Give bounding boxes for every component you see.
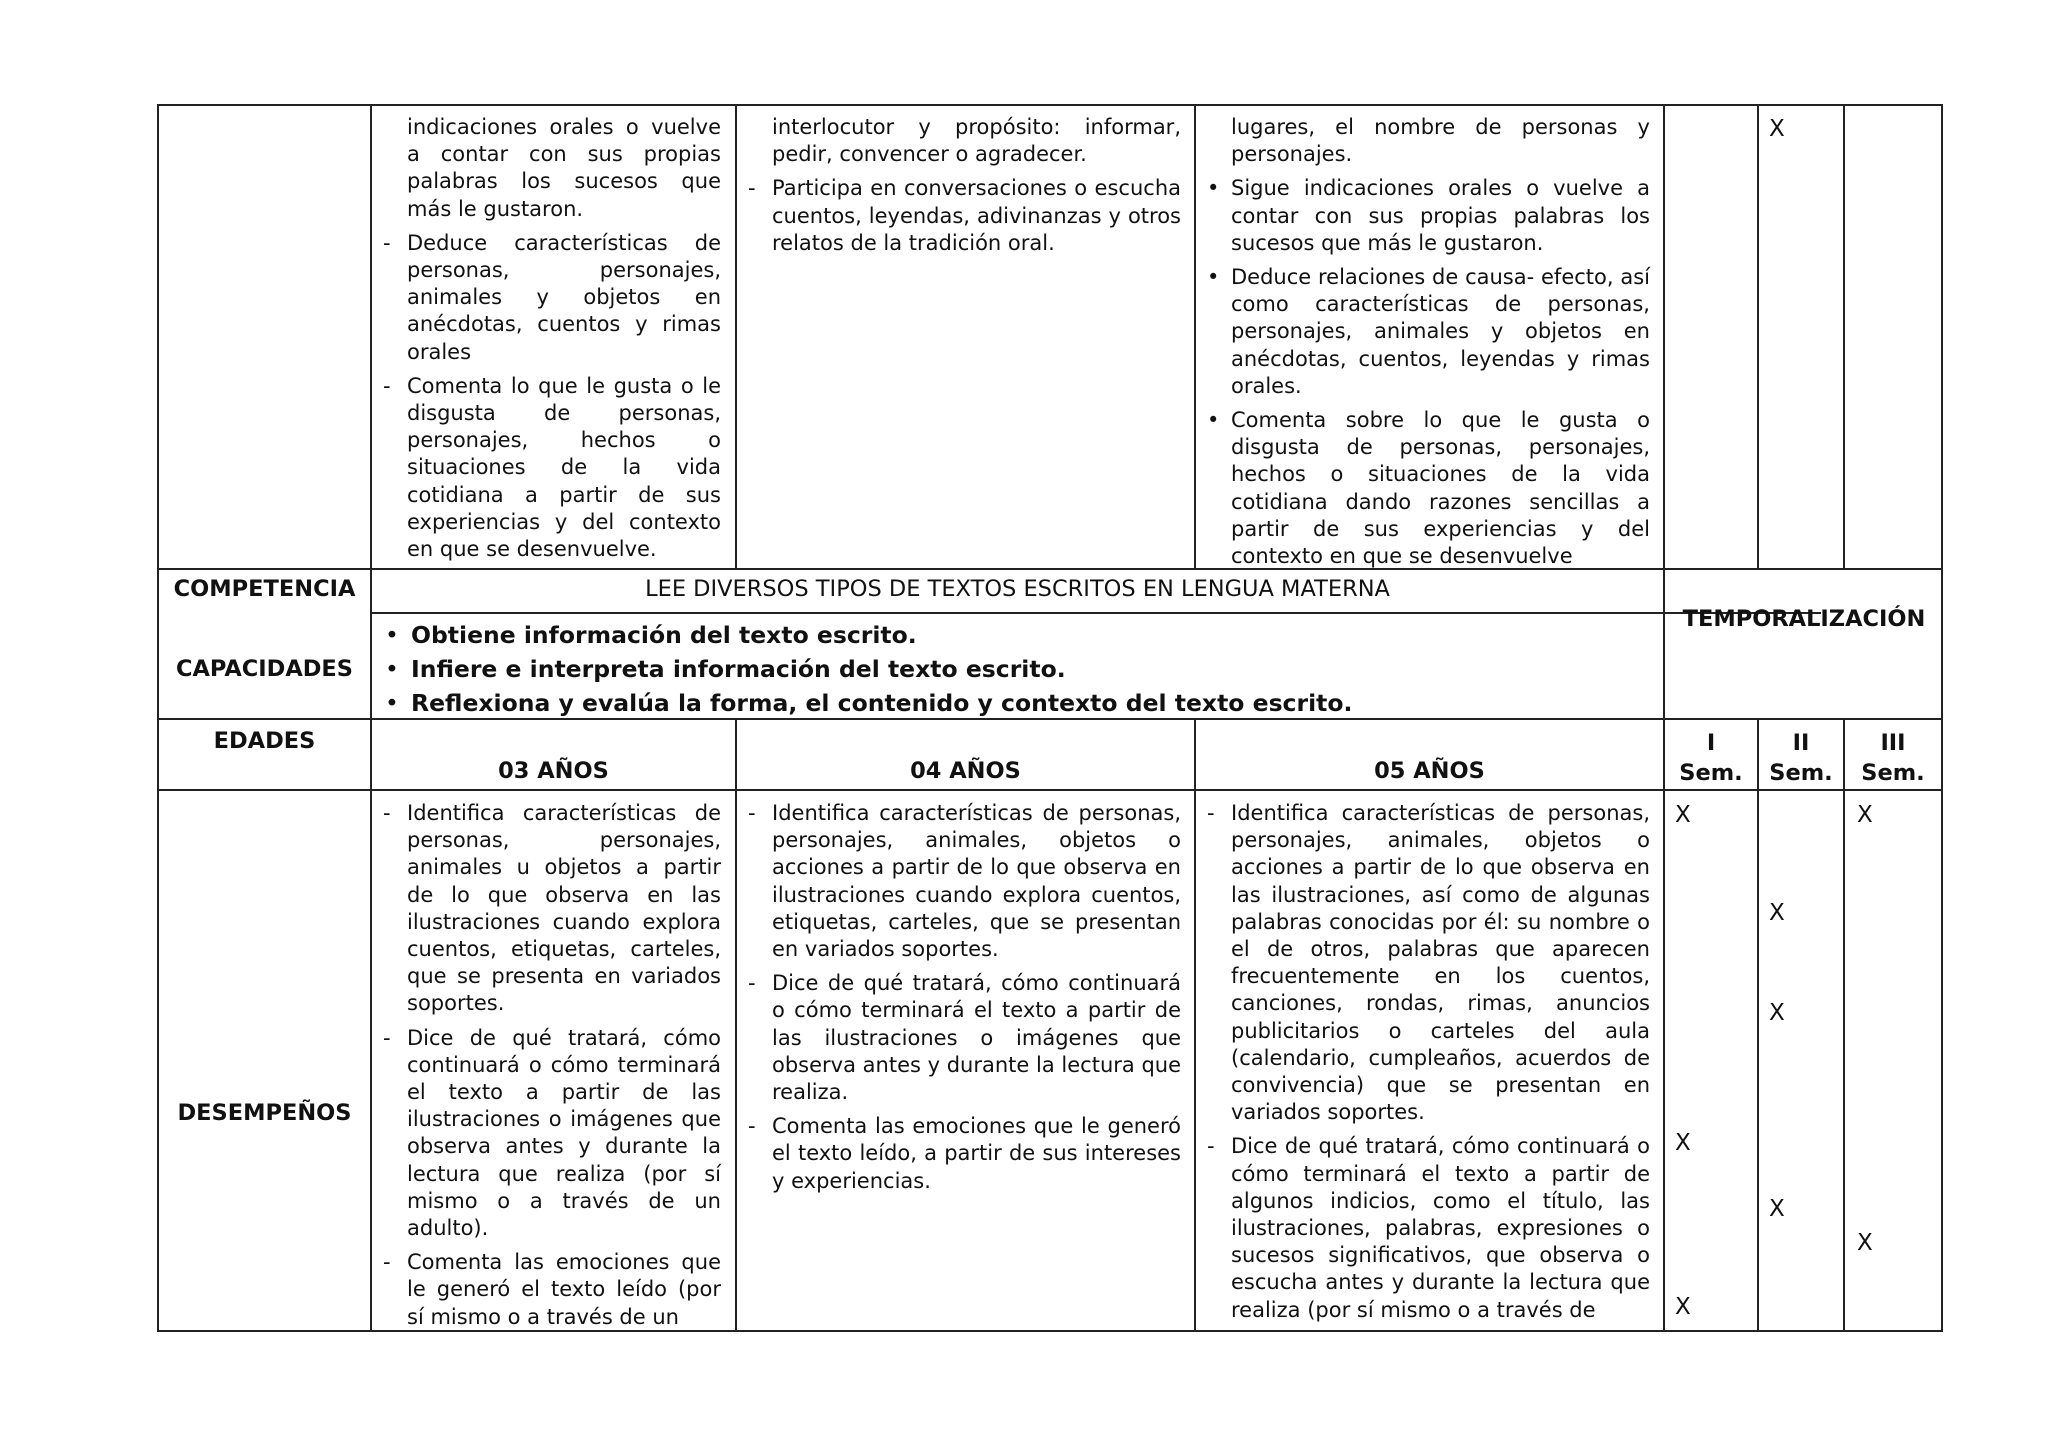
list-item bbox=[1207, 114, 1650, 168]
sem-roman: II bbox=[1792, 730, 1810, 756]
capacidades-list bbox=[385, 618, 1655, 720]
capacidad-text: Obtiene información del texto escrito. bbox=[411, 621, 917, 649]
list-item bbox=[383, 1249, 721, 1331]
list-item bbox=[383, 114, 721, 223]
rule-col3b bbox=[1194, 718, 1196, 1332]
list-marker: • bbox=[1207, 265, 1220, 290]
list-marker: - bbox=[748, 801, 756, 825]
list-item-text: Comenta las emociones que le generó el texto leído (por sí mismo o a través de un bbox=[407, 1250, 721, 1329]
list-item bbox=[383, 800, 721, 1018]
list-item bbox=[383, 1025, 721, 1243]
list-item bbox=[748, 114, 1181, 168]
capacidad-text: Reflexiona y evalúa la forma, el contenido y contexto del texto escrito. bbox=[411, 689, 1353, 717]
list-item-text: Comenta las emociones que le generó el texto leído, a partir de sus intereses y experiencias. bbox=[772, 1114, 1181, 1193]
capacidad-item bbox=[385, 618, 1655, 652]
sem3-mark: X bbox=[1857, 1230, 1873, 1256]
desempenos-col03-cell bbox=[383, 800, 721, 1338]
list-item-text: Identifica características de personas, personajes, animales u objetos a partir de lo que observa en las ilustraciones cuando explora cuentos, etiquetas, carteles, que se presenta en variados soportes. bbox=[407, 801, 721, 1016]
list-marker: - bbox=[748, 971, 756, 996]
list-marker: - bbox=[1207, 1134, 1215, 1159]
bullet-icon: • bbox=[385, 655, 399, 683]
list-item-text: Identifica características de personas, personajes, animales, objetos o acciones a partir de lo que observa en ilustraciones cuando explora cuentos, etiquetas, carteles, que se presentan en variados soportes. bbox=[772, 801, 1181, 962]
age-04-label: 04 AÑOS bbox=[910, 758, 1021, 784]
list-item bbox=[748, 800, 1181, 963]
list-item-text: Dice de qué tratará, cómo continuará o cómo terminará el texto a partir de algunos indicios, como el título, las ilustraciones, palabras, expresiones o sucesos significativos, que observa o escucha antes y durante la lectura que realiza (por sí mismo o a través de bbox=[1231, 1134, 1650, 1322]
list-item-text: lugares, el nombre de personas y personajes. bbox=[1231, 115, 1650, 167]
rule-col6b bbox=[1843, 718, 1845, 1332]
capacidades-label: CAPACIDADES bbox=[176, 656, 353, 682]
desempenos-col05-cell bbox=[1207, 800, 1650, 1328]
list-item-text: Comenta sobre lo que le gusta o disgusta de personas, personajes, hechos o situaciones de la vida cotidiana dando razones sencillas a partir de sus experiencias y del contexto en que se desenvuelve bbox=[1231, 408, 1650, 569]
sem-3-header bbox=[1845, 728, 1941, 788]
capacidad-text: Infiere e interpreta información del texto escrito. bbox=[411, 655, 1066, 683]
list-item bbox=[748, 970, 1181, 1106]
rule-col6 bbox=[1843, 104, 1845, 569]
temporalizacion-label: TEMPORALIZACIÓN bbox=[1682, 606, 1926, 632]
sem2-mark: X bbox=[1769, 900, 1785, 926]
list-marker: - bbox=[383, 1025, 391, 1050]
list-item bbox=[1207, 407, 1650, 570]
top-col05-cell bbox=[1207, 114, 1650, 577]
sem-text: Sem. bbox=[1861, 760, 1925, 786]
list-item bbox=[1207, 800, 1650, 1126]
list-marker: - bbox=[383, 801, 391, 825]
bullet-icon: • bbox=[385, 621, 399, 649]
list-item bbox=[383, 373, 721, 563]
age-03-label: 03 AÑOS bbox=[498, 758, 609, 784]
rule-left bbox=[157, 104, 159, 1332]
list-item-text: Comenta lo que le gusta o le disgusta de personas, personajes, hechos o situaciones de la vida cotidiana a partir de sus experiencias y del contexto en que se desenvuelve. bbox=[407, 373, 721, 562]
desempenos-col04-cell bbox=[748, 800, 1181, 1202]
list-item bbox=[1207, 264, 1650, 400]
sem-2-header bbox=[1759, 728, 1843, 788]
list-item-text: Deduce características de personas, personajes, animales y objetos en anécdotas, cuentos y rimas orales bbox=[407, 230, 721, 364]
list-item-text: interlocutor y propósito: informar, pedir, convencer o agradecer. bbox=[772, 115, 1181, 167]
list-item-text: Sigue indicaciones orales o vuelve a contar con sus propias palabras los sucesos que más le gustaron. bbox=[1231, 176, 1650, 255]
rule-col2 bbox=[735, 104, 737, 569]
list-item bbox=[748, 175, 1181, 257]
top-col04-cell bbox=[748, 114, 1181, 264]
list-marker: - bbox=[748, 1114, 756, 1139]
sem-1-header bbox=[1665, 728, 1757, 788]
list-marker: • bbox=[1207, 408, 1220, 433]
rule-col5 bbox=[1757, 104, 1759, 569]
capacidad-item bbox=[385, 686, 1655, 720]
edades-label: EDADES bbox=[213, 728, 316, 754]
capacidad-item bbox=[385, 652, 1655, 686]
sem2-mark: X bbox=[1769, 1196, 1785, 1222]
rule-right bbox=[1941, 104, 1943, 1332]
desempenos-label: DESEMPEÑOS bbox=[177, 1100, 352, 1126]
list-marker: - bbox=[383, 1250, 391, 1275]
bullet-icon: • bbox=[385, 689, 399, 717]
sem1-mark: X bbox=[1675, 1130, 1691, 1156]
sem-roman: III bbox=[1880, 730, 1906, 756]
list-marker: - bbox=[383, 230, 391, 255]
list-item-text: Participa en conversaciones o escucha cuentos, leyendas, adivinanzas y otros relatos de la tradición oral. bbox=[772, 176, 1181, 255]
list-item bbox=[1207, 175, 1650, 257]
list-marker: - bbox=[748, 176, 756, 201]
rule-col3 bbox=[1194, 104, 1196, 569]
list-item bbox=[748, 1113, 1181, 1195]
list-item-text: Identifica características de personas, personajes, animales, objetos o acciones a partir de lo que observa en las ilustraciones, así como de algunas palabras conocidas por él: su nombre o el de otros, palabras que aparecen frecuentemente en los cuentos, canciones, rondas, rimas, anuncios publicitarios o carteles del aula (calendario, cumpleaños, acuerdos de convivencia) que se presentan en variados soportes. bbox=[1231, 801, 1650, 1125]
list-item-text: Dice de qué tratará, cómo continuará o cómo terminará el texto a partir de las ilustraciones o imágenes que observa antes y durante la lectura que realiza. bbox=[772, 971, 1181, 1105]
sem2-mark: X bbox=[1769, 116, 1785, 142]
sem3-mark: X bbox=[1857, 802, 1873, 828]
sem2-mark: X bbox=[1769, 1000, 1785, 1026]
list-item-text: indicaciones orales o vuelve a contar con sus propias palabras los sucesos que más le gustaron. bbox=[407, 115, 721, 221]
sem-text: Sem. bbox=[1769, 760, 1833, 786]
rule-col4 bbox=[1663, 104, 1665, 1332]
rule-col5b bbox=[1757, 718, 1759, 1332]
competencia-value: LEE DIVERSOS TIPOS DE TEXTOS ESCRITOS EN LENGUA MATERNA bbox=[645, 576, 1390, 602]
list-item bbox=[383, 230, 721, 366]
list-item-text: Deduce relaciones de causa- efecto, así como características de personas, personajes, animales y objetos en anécdotas, cuentos, leyendas y rimas orales. bbox=[1231, 265, 1650, 398]
list-item-text: Dice de qué tratará, cómo continuará o cómo terminará el texto a partir de las ilustraciones o imágenes que observa antes y durante la lectura que realiza (por sí mismo o a través de un adulto). bbox=[407, 1025, 721, 1241]
sem-roman: I bbox=[1706, 730, 1716, 756]
list-item bbox=[1207, 1133, 1650, 1323]
rule-col2b bbox=[735, 718, 737, 1332]
sem1-mark: X bbox=[1675, 802, 1691, 828]
top-col03-cell bbox=[383, 114, 721, 570]
sem1-mark: X bbox=[1675, 1294, 1691, 1320]
list-marker: - bbox=[383, 373, 391, 398]
rule-edades-bottom bbox=[157, 789, 1943, 791]
list-marker: • bbox=[1207, 176, 1220, 201]
age-05-label: 05 AÑOS bbox=[1374, 758, 1485, 784]
rule-col1 bbox=[370, 104, 372, 1332]
competencia-label: COMPETENCIA bbox=[173, 576, 356, 602]
sem-text: Sem. bbox=[1679, 760, 1743, 786]
rule-top bbox=[157, 104, 1943, 106]
list-marker: - bbox=[1207, 801, 1215, 825]
rule-competencia-bottom bbox=[370, 612, 1821, 614]
